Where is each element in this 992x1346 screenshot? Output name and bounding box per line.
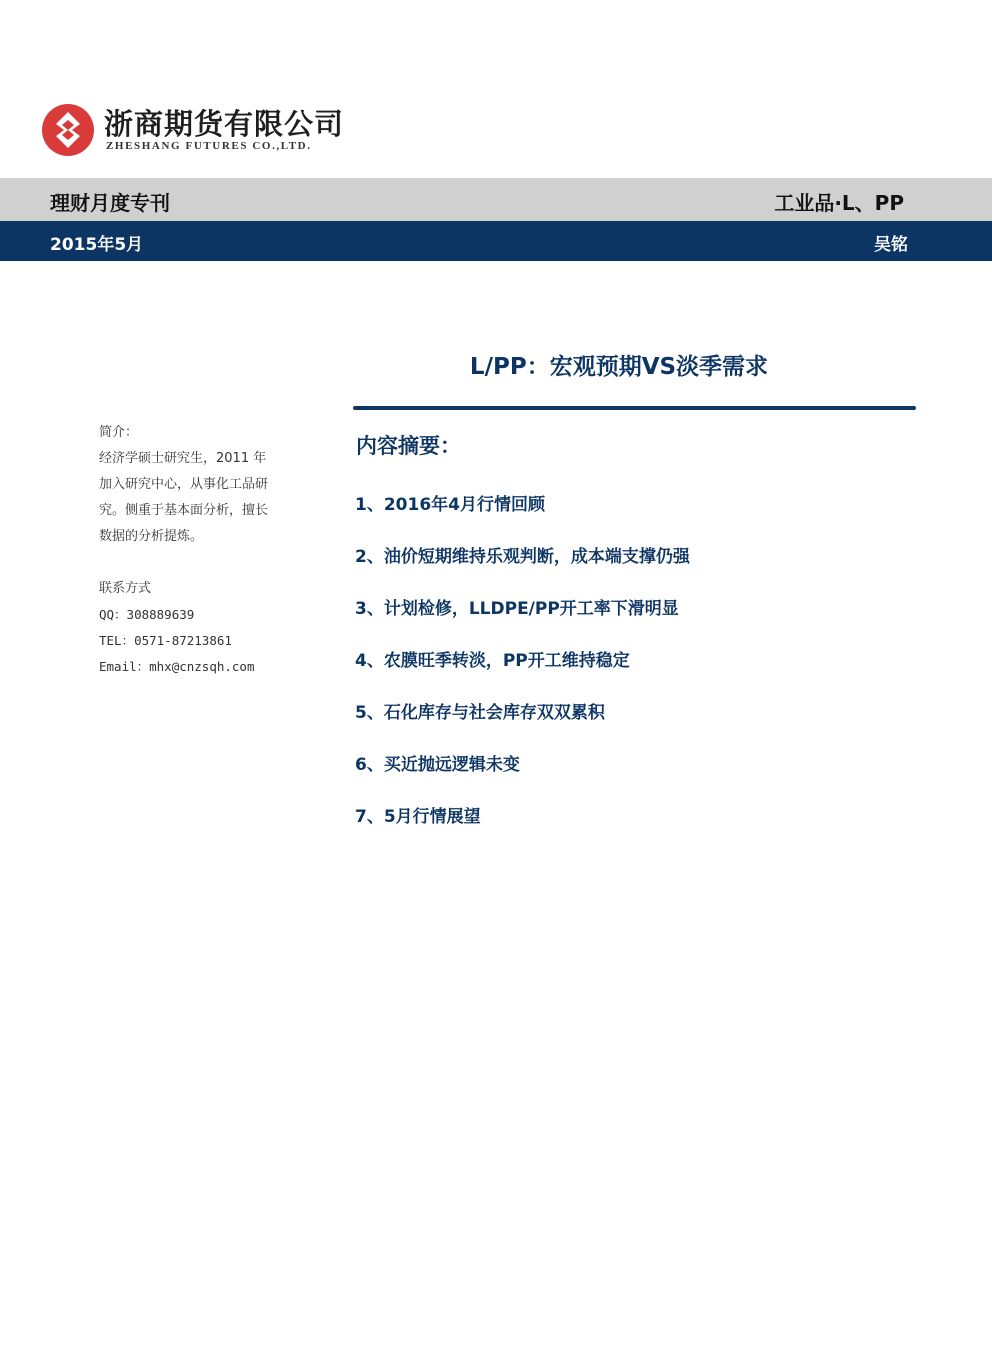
summary-item: 2、油价短期维持乐观判断，成本端支撑仍强 <box>355 547 690 567</box>
company-name-cn: 浙商期货有限公司 <box>104 107 345 141</box>
summary-item: 4、农膜旺季转淡，PP开工维持稳定 <box>355 651 630 671</box>
summary-item: 6、买近抛远逻辑未变 <box>355 755 520 775</box>
title-divider <box>353 406 916 410</box>
contact-email[interactable]: Email：mhx@cnzsqh.com <box>99 659 255 674</box>
company-name-en: ZHESHANG FUTURES CO.,LTD. <box>106 140 312 152</box>
document-title: L/PP：宏观预期VS淡季需求 <box>469 354 769 380</box>
summary-item: 7、5月行情展望 <box>355 807 481 827</box>
zheshang-logo-icon <box>40 102 96 158</box>
summary-list <box>355 490 690 854</box>
company-logo <box>40 100 345 160</box>
contact-qq: QQ：308889639 <box>99 607 195 622</box>
sidebar-spacer <box>99 550 299 576</box>
contact-tel: TEL：0571-87213861 <box>99 633 232 648</box>
intro-line: 加入研究中心，从事化工品研 <box>99 477 269 492</box>
summary-item: 5、石化库存与社会库存双双累积 <box>355 703 605 723</box>
report-type: 理财月度专刊 <box>50 191 170 215</box>
intro-line: 数据的分析提炼。 <box>99 529 204 544</box>
header-blue-band <box>0 221 992 261</box>
intro-line: 究。侧重于基本面分析，擅长 <box>99 503 269 518</box>
intro-label: 简介： <box>99 425 139 440</box>
author-sidebar <box>99 420 299 680</box>
report-category: 工业品·L、PP <box>774 191 904 215</box>
summary-item: 3、计划检修，LLDPE/PP开工率下滑明显 <box>355 599 679 619</box>
contact-label: 联系方式 <box>99 581 152 596</box>
summary-item: 1、2016年4月行情回顾 <box>355 495 545 515</box>
header-gray-band <box>0 178 992 221</box>
intro-line: 经济学硕士研究生，2011 年 <box>99 451 267 466</box>
summary-heading: 内容摘要： <box>356 434 461 458</box>
report-author: 吴铭 <box>874 235 908 255</box>
report-date: 2015年5月 <box>50 235 144 255</box>
